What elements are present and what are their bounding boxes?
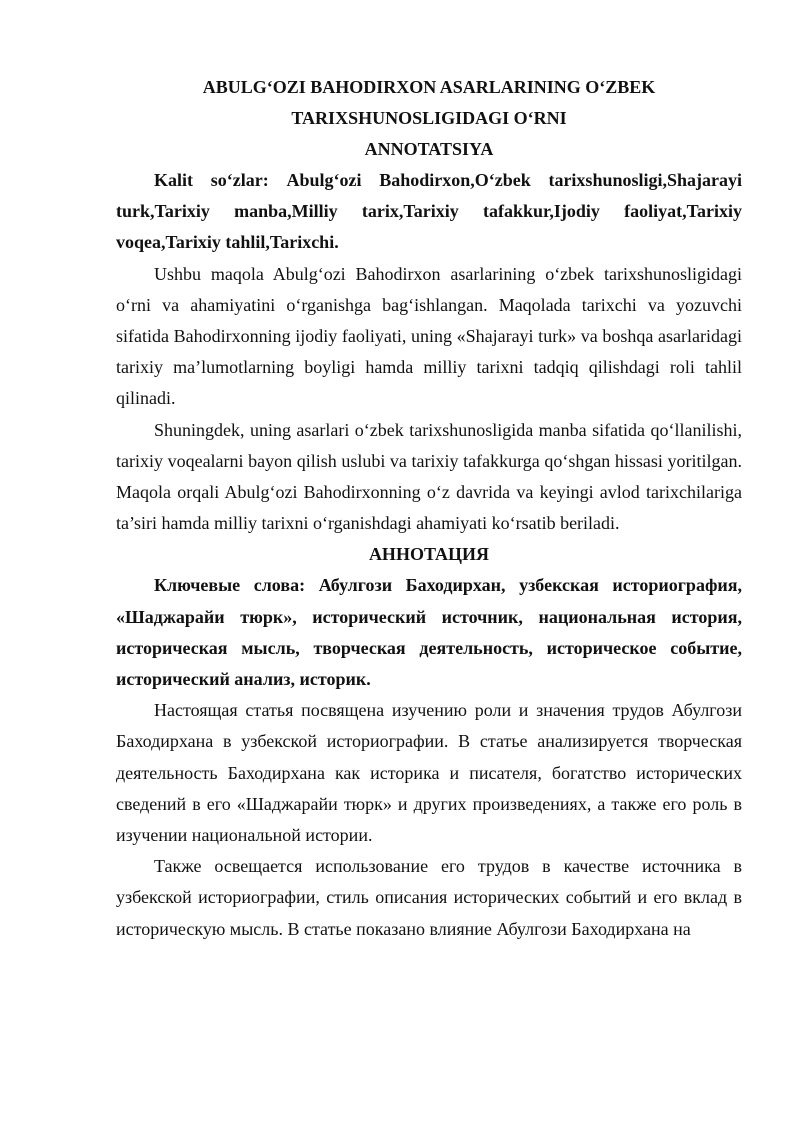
- uz-keywords-text: Abulg‘ozi Bahodirxon,O‘zbek tarixshunosligi,Shajarayi turk,Tarixiy manba,Milliy tarix,Tarixiy tafakkur,Ijodiy faoliyat,Tarixiy voqea,Tarixiy tahlil,Tarixchi.: [116, 170, 742, 253]
- ru-keywords-label: Ключевые слова:: [154, 575, 306, 596]
- uz-paragraph-2: Shuningdek, uning asarlari o‘zbek tarixshunosligida manba sifatida qo‘llanilishi, tarixiy voqealarni bayon qilish uslubi va tarixiy tafakkurga qo‘shgan hissasi yoritilgan. Maqola orqali Abulg‘ozi Bahodirxonning o‘z davrida va keyingi avlod tarixchilariga ta’siri hamda milliy tarixni o‘rganishdagi ahamiyati ko‘rsatib beriladi.: [116, 419, 742, 534]
- ru-keywords-text: Абулгози Баходирхан, узбекская историография, «Шаджарайи тюрк», исторический источник, национальная история, историческая мысль, творческая деятельность, историческое событие, исторический анализ, историк.: [116, 575, 743, 690]
- ru-keywords: [116, 570, 742, 695]
- document-page: [116, 72, 742, 945]
- uz-keywords-label: Kalit so‘zlar:: [154, 170, 269, 190]
- ru-paragraph-1: Настоящая статья посвящена изучению роли и значения трудов Абулгози Баходирхана в узбекской историографии. В статье анализируется творческая деятельность Баходирхана как историка и писателя, богатство исторических сведений в его «Шаджарайи тюрк» и других произведениях, а также его роль в изучении национальной истории.: [116, 700, 742, 846]
- uz-annotation-heading: ANNOTATSIYA: [364, 139, 494, 159]
- ru-annotation-heading: АННОТАЦИЯ: [368, 544, 490, 565]
- uz-paragraph-1: Ushbu maqola Abulg‘ozi Bahodirxon asarlarining o‘zbek tarixshunosligidagi o‘rni va ahamiyatini o‘rganishga bag‘ishlangan. Maqolada tarixchi va yozuvchi sifatida Bahodirxonning ijodiy faoliyati, uning «Shajarayi turk» va boshqa asarlaridagi tarixiy ma’lumotlarning boyligi hamda milliy tarixni tadqiq qilishdagi roli tahlil qilinadi.: [116, 263, 742, 409]
- article-title-line-2: TARIXSHUNOSLIGIDAGI O‘RNI: [291, 108, 567, 128]
- article-title-line-1: ABULG‘OZI BAHODIRXON ASARLARINING O‘ZBEK: [202, 77, 656, 97]
- uz-keywords: [116, 165, 742, 259]
- ru-paragraph-2: Также освещается использование его трудов в качестве источника в узбекской историографии, стиль описания исторических событий и его вклад в историческую мысль. В статье показано влияние Абулгози Баходирхана на: [116, 856, 742, 939]
